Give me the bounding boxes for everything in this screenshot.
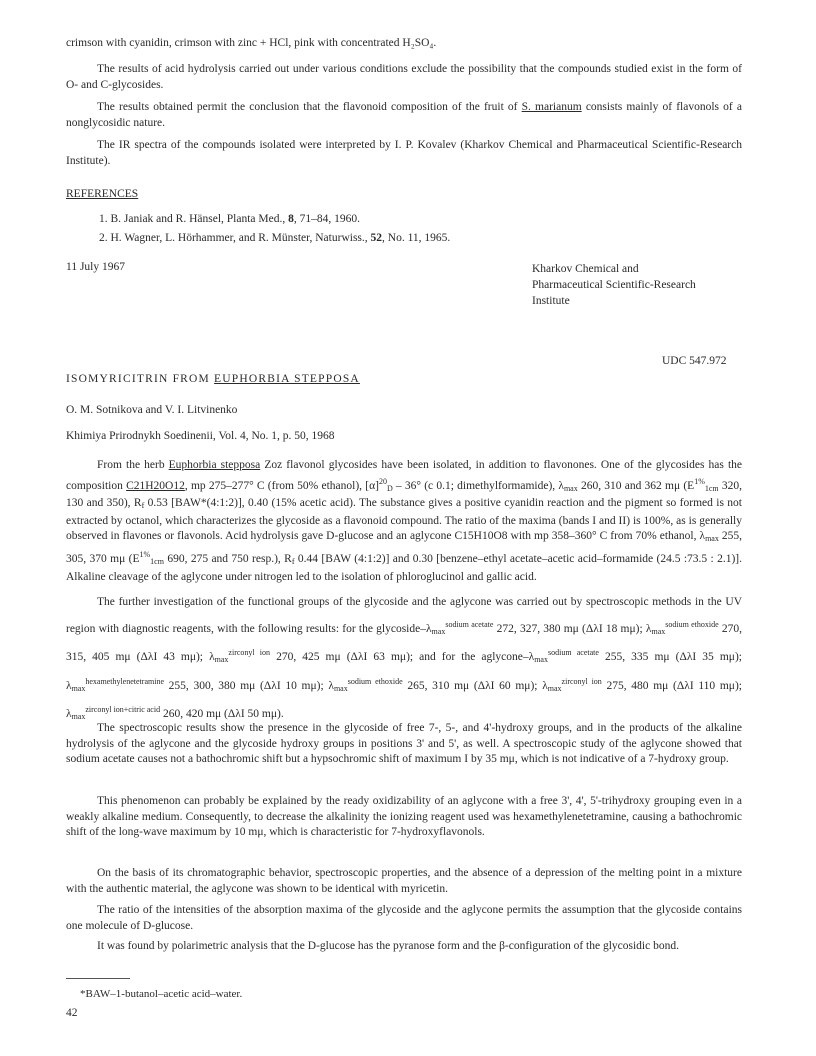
reagent-label: sodium acetate: [445, 619, 494, 629]
paragraph-spectroscopic-results: The spectroscopic results show the presence in the glycoside of free 7-, 5-, and 4'-hydroxy groups, and in the products of the alkaline hydrolysis of the aglycone and the glycoside hydroxy groups in positions 3' and 5', as well. A spectroscopic study of the aglycone showed that sodium acetate causes not a bathochromic shift but a hypsochromic shift of maximum I by 35 mμ, which is not indicative of a 7-hydroxy group.: [66, 722, 742, 766]
subscript: max: [547, 683, 562, 693]
reference-item: [99, 210, 739, 229]
subscript: max: [214, 655, 229, 664]
conclusion-text-post: consists mainly of flavonols of a nonglycosidic nature.: [66, 101, 742, 129]
species-name-marianum: S. marianum: [521, 101, 582, 113]
subscript: max: [431, 626, 446, 636]
p2-values: 275, 480 mμ (ΔλI 110 mμ);: [601, 679, 742, 692]
superscript: 20: [378, 476, 387, 486]
affiliation-line: Kharkov Chemical and: [532, 263, 639, 275]
paragraph-myricetin: On the basis of its chromatographic behavior, spectroscopic properties, and the absence of a depression of the melting point in a mixture with the authentic material, the aglycone was shown to be identical with myricetin.: [66, 867, 742, 895]
reference-number: 1.: [99, 213, 108, 225]
formula-glycoside: C21H20O12: [126, 479, 185, 492]
reagent-label: sodium acetate: [547, 648, 599, 657]
subscript: f: [141, 501, 145, 511]
p2-values: 255, 335 mμ (ΔλI 35 mμ);: [598, 651, 742, 663]
reagent-label: sodium ethoxide: [347, 676, 403, 686]
paragraph-isolation: [66, 458, 742, 585]
p2-values: 272, 327, 380 mμ (ΔλI 18 mμ);: [493, 622, 646, 635]
subscript: max: [563, 483, 578, 493]
affiliation-block: [532, 261, 752, 309]
paragraph-ir-spectra: The IR spectra of the compounds isolated were interpreted by I. P. Kovalev (Kharkov Chemical and Pharmaceutical Scientific-Research Institute).: [66, 139, 742, 167]
reference-rest: , 71–84, 1960.: [293, 213, 360, 225]
p1-text: 0.44 [BAW (4:1:2)] and 0.30 [benzene–ethyl acetate–acetic acid–formamide (24.5 :73.5 : 2.1)]. Alkaline cleavage of the aglycone under nitrogen led to the isolation of phloroglucinol and gallic acid.: [66, 552, 743, 583]
reagent-label: zirconyl ion: [561, 676, 602, 686]
footnote-divider: [66, 978, 130, 979]
formula-aglycone: C15H10O8: [454, 530, 508, 543]
affiliation-line: Pharmaceutical Scientific-Research: [532, 279, 696, 291]
references-heading: REFERENCES: [66, 188, 139, 200]
journal-source: Khimiya Prirodnykh Soedinenii, Vol. 4, No. 1, p. 50, 1968: [66, 430, 335, 442]
reagent-label: sodium ethoxide: [665, 619, 719, 629]
subscript: 1cm: [150, 556, 164, 566]
p1-text: Zoz flavonol glycosides have been isolated, in addition to flavonones. One of the glycosides has the composition: [66, 459, 742, 492]
reference-item: [99, 229, 739, 248]
paragraph-polarimetric: It was found by polarimetric analysis that the D-glucose has the pyranose form and the β-configuration of the glycosidic bond.: [97, 940, 679, 952]
reagent-label: zirconyl ion: [228, 648, 271, 657]
superscript: 1%: [694, 476, 705, 486]
reference-number: 2.: [99, 231, 108, 244]
paragraph-acid-hydrolysis: The results of acid hydrolysis carried out under various conditions exclude the possibility that the compounds studied exist in the form of O- and C-glycosides.: [66, 63, 742, 91]
subscript: f: [291, 556, 295, 566]
subscript: max: [651, 626, 666, 636]
subscript: max: [333, 683, 348, 693]
subscript: max: [71, 683, 86, 693]
paragraph-conclusion: [66, 100, 742, 131]
subscript: max: [534, 655, 548, 664]
reference-authors: H. Wagner, L. Hörhammer, and R. Münster, Naturwiss.,: [110, 231, 371, 244]
p2-values: 260, 420 mμ (ΔλI 50 mμ).: [160, 708, 284, 720]
p1-text: 0.53 [BAW*(4:1:2)], 0.40 (15% acetic acid). The substance gives a positive cyanidin reaction and the pigment so formed is not extracted by octanol, which characterizes the glycoside as a flavonoid compound. The ratio of the maxima (bands I and II) is 100%, as is generally observed in flavones or flavonols. Acid hydrolysis gave D-glucose and an aglycone: [66, 497, 743, 543]
p2-text: The further investigation of the functional groups of the glycoside and the aglycone was carried out by spectroscopic methods in the UV region with diagnostic reagents, with the following results: for the glycoside–: [66, 596, 742, 635]
references-list: [99, 210, 739, 247]
paragraph-glucose-ratio: The ratio of the intensities of the absorption maxima of the glycoside and the aglycone permits the assumption that the glycoside contains one molecule of D-glucose.: [66, 904, 742, 932]
p1-text: From the herb: [97, 459, 169, 471]
p1-text: with mp 358–360° C from 70% ethanol, λ: [507, 530, 706, 543]
affiliation-line: Institute: [532, 295, 570, 307]
p1-text: 255, 305, 370 mμ (E: [66, 530, 743, 565]
p2-values: 265, 310 mμ (ΔλI 60 mμ);: [402, 679, 543, 692]
p2-values: 255, 300, 380 mμ (ΔλI 10 mμ);: [164, 679, 329, 692]
reagent-label: hexamethylenetetramine: [85, 676, 164, 686]
subscript: 1cm: [704, 483, 719, 493]
conclusion-text-pre: The results obtained permit the conclusion that the flavonoid composition of the fruit of: [97, 101, 522, 113]
reference-volume: 8: [288, 213, 294, 225]
reference-authors: B. Janiak and R. Hänsel, Planta Med.,: [110, 213, 289, 225]
paragraph-spectroscopy: The further investigation of the functional groups of the glycoside and the aglycone was carried out by spectroscopic methods in the UV region with diagnostic reagents, with the following results: for the glycoside–$\lambda_{max}^{sodium acetate}$ 272, 327, 380 mμ (ΔλI 18 mμ); $\lambda_{max}^{sodium ethoxide}$ 270, 315, 405 mμ (ΔλI 43 mμ); $\lambda_{max}^{zirconyl ion}$ 270, 425 mμ (ΔλI 63 mμ); and for the aglycone–$\lambda_{max}^{sodium acetate}$ 255, 335 mμ (ΔλI 35 mμ); $\lambda_{max}^{hexamethylenetetramine}$ 255, 300, 380 mμ (ΔλI 10 mμ); $\lambda_{max}^{sodium ethoxide}$ 265, 310 mμ (ΔλI 60 mμ); $\lambda_{max}^{zirconyl ion}$ 275, 480 mμ (ΔλI 110 mμ); $\lambda_{max}^{zirconyl ion+citric acid}$ 260, 420 mμ (ΔλI 50 mμ).: [66, 596, 743, 721]
p1-text: 320, 130 and 350), R: [66, 479, 742, 510]
p2-values: 270, 315, 405 mμ (ΔλI 43 mμ);: [66, 622, 743, 663]
reagent-label: zirconyl ion+citric acid: [85, 705, 161, 714]
page-number: 42: [66, 1007, 78, 1019]
p1-text: 690, 275 and 750 resp.), R: [163, 552, 292, 565]
article-authors: O. M. Sotnikova and V. I. Litvinenko: [66, 404, 238, 416]
p1-text: , mp 275–277° C (from 50% ethanol), [α]: [184, 479, 379, 492]
superscript: 1%: [139, 549, 151, 559]
received-date: 11 July 1967: [66, 261, 125, 273]
title-species: EUPHORBIA STEPPOSA: [214, 373, 360, 385]
reference-volume: 52: [370, 231, 383, 244]
continued-text-line: crimson with cyanidin, crimson with zinc + HCl, pink with concentrated H₂SO₄.: [66, 37, 437, 49]
subscript: max: [705, 534, 719, 544]
udc-code: UDC 547.972: [662, 355, 727, 367]
footnote: *BAW–1-butanol–acetic acid–water.: [80, 988, 243, 1000]
article-title: [66, 372, 360, 388]
paragraph-oxidizability: This phenomenon can probably be explained by the ready oxidizability of an aglycone with a free 3', 4', 5'-trihydroxy grouping even in a weakly alkaline medium. Consequently, to decrease the alkalinity the ionizing reagent used was hexamethylenetetramine, causing a bathochromic shift of the long-wave maximum by 10 mμ, which is characteristic for 7-hydroxyflavonols.: [66, 795, 742, 839]
species-name-euphorbia: Euphorbia stepposa: [168, 459, 261, 471]
p2-values: 270, 425 mμ (ΔλI 63 mμ); and for the aglycone–: [270, 651, 529, 663]
p1-text: 260, 310 and 362 mμ (E: [577, 479, 695, 492]
subscript: D: [386, 483, 393, 493]
title-text-pre: ISOMYRICITRIN FROM: [66, 373, 215, 385]
subscript: max: [71, 712, 86, 721]
reference-rest: , No. 11, 1965.: [382, 231, 451, 244]
p1-text: – 36° (c 0.1; dimethylformamide), λ: [392, 479, 564, 492]
